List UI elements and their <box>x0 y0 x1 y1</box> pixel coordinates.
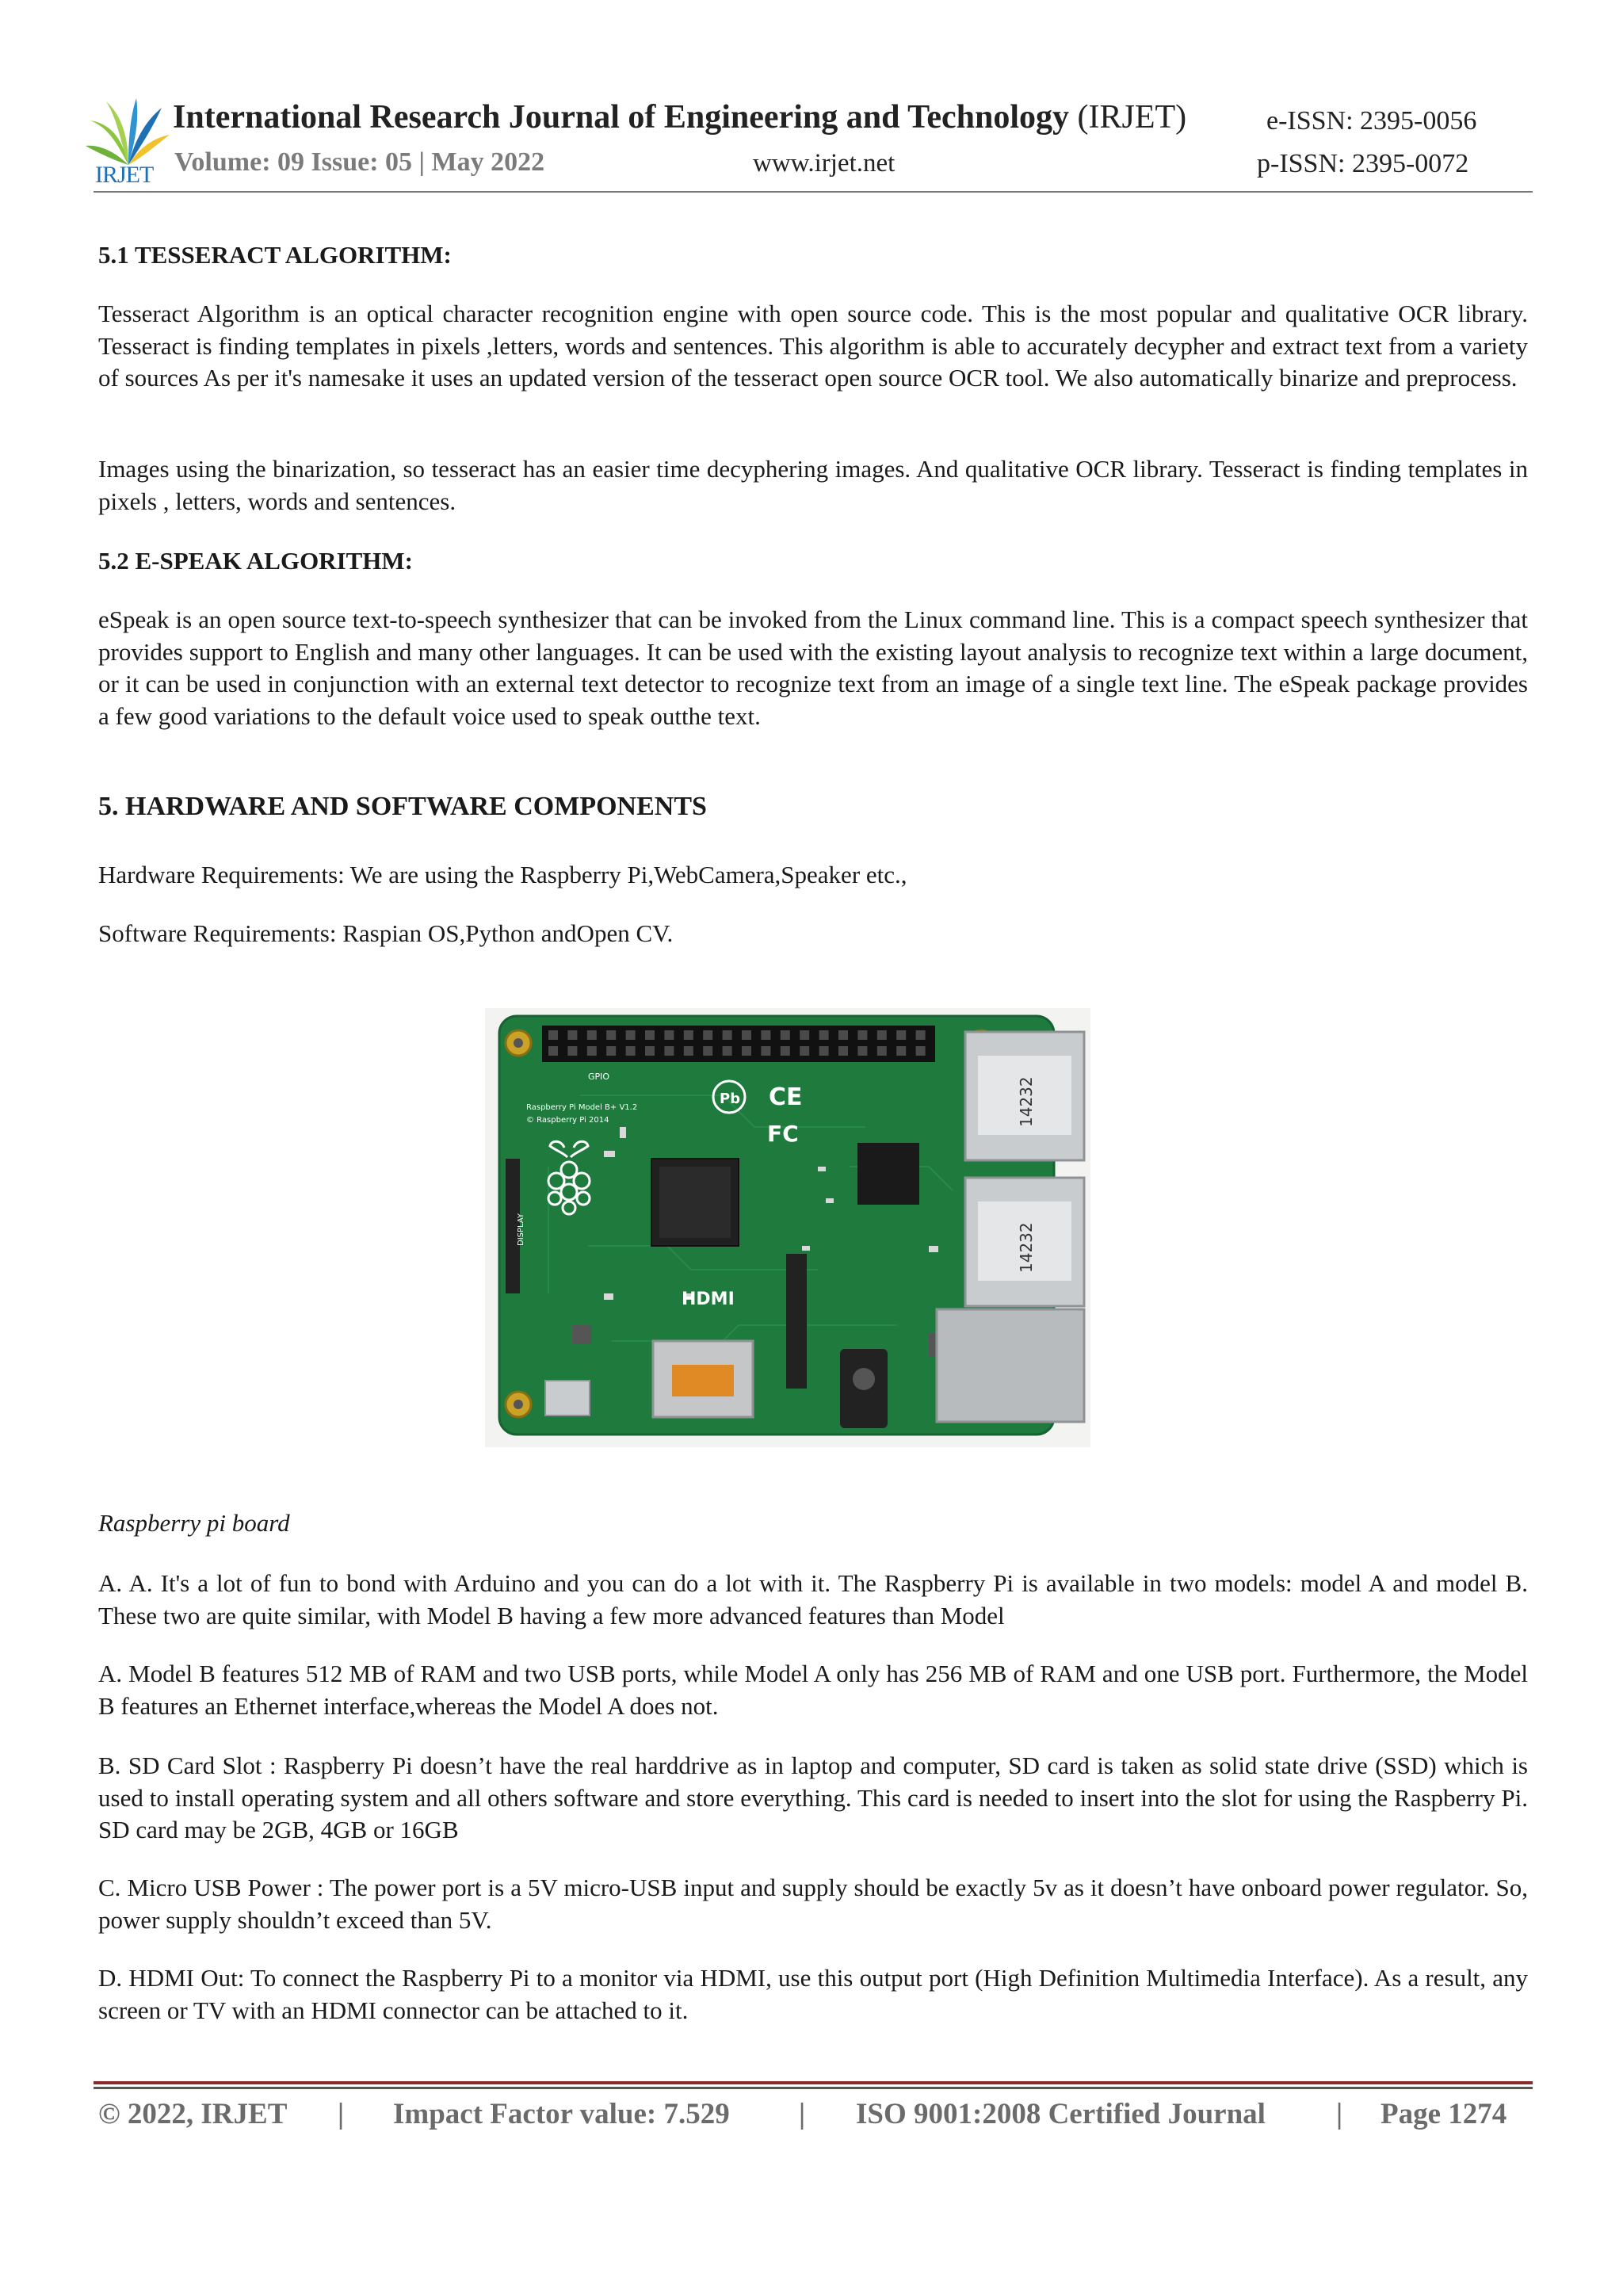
gpio-pin <box>626 1046 636 1056</box>
gpio-pin <box>664 1030 674 1040</box>
pb-marking: Pb <box>720 1091 741 1107</box>
footer-impact-factor: Impact Factor value: 7.529 <box>393 2098 730 2130</box>
gpio-pin <box>684 1030 693 1040</box>
tesseract-heading: 5.1 TESSERACT ALGORITHM: <box>98 241 452 269</box>
gpio-pin <box>587 1030 597 1040</box>
gpio-pin <box>761 1046 770 1056</box>
gpio-pin <box>587 1046 597 1056</box>
item-b-paragraph: B. SD Card Slot : Raspberry Pi doesn’t have the real harddrive as in laptop and computer, SD card is taken as solid state drive (SSD) which is used to install operating system and all others software and store everything. This card is needed to insert into the slot for using the Raspberry Pi. SD card may be 2GB, 4GB or 16GB <box>98 1752 1528 1843</box>
journal-name: International Research Journal of Engineering and Technology <box>173 99 1070 136</box>
software-requirements: Software Requirements: Raspian OS,Python andOpen CV. <box>98 919 674 947</box>
footer-separator: | <box>1336 2098 1343 2130</box>
footer-iso: ISO 9001:2008 Certified Journal <box>856 2098 1266 2130</box>
hdmi-label: HDMI <box>682 1289 735 1309</box>
gpio-pin <box>626 1030 636 1040</box>
tesseract-paragraph-2: Images using the binarization, so tesseract has an easier time decyphering images. And qualitative OCR library. Tesseract is finding templates in pixels , letters, words and sentences. <box>98 455 1528 515</box>
gpio-pin <box>703 1046 712 1056</box>
gpio-pin <box>548 1046 558 1056</box>
gpio-pin <box>838 1046 848 1056</box>
display-label: DISPLAY <box>517 1213 525 1246</box>
gpio-pin <box>684 1046 693 1056</box>
page-footer <box>98 2097 1533 2137</box>
usb-code-1: 14232 <box>1017 1076 1036 1127</box>
gpio-label: GPIO <box>588 1072 610 1082</box>
journal-website: www.irjet.net <box>753 149 896 178</box>
gpio-pin <box>857 1046 867 1056</box>
gpio-pin <box>838 1030 848 1040</box>
header-divider <box>94 191 1533 193</box>
camera-connector <box>786 1254 807 1389</box>
volume-issue: Volume: 09 Issue: 05 | May 2022 <box>174 147 545 177</box>
gpio-pin <box>877 1046 887 1056</box>
gpio-pin <box>664 1046 674 1056</box>
ce-marking: CE <box>769 1083 803 1111</box>
gpio-pin <box>761 1030 770 1040</box>
espeak-heading: 5.2 E-SPEAK ALGORITHM: <box>98 547 414 575</box>
fc-marking: FC <box>767 1121 799 1147</box>
logo-text: IRJET <box>95 162 154 188</box>
gpio-pin <box>645 1030 655 1040</box>
gpio-pin <box>800 1030 809 1040</box>
hardware-requirements: Hardware Requirements: We are using the Raspberry Pi,WebCamera,Speaker etc., <box>98 861 907 888</box>
gpio-pin <box>896 1046 906 1056</box>
gpio-pin <box>916 1046 926 1056</box>
page-header <box>0 0 1623 198</box>
item-d-paragraph: D. HDMI Out: To connect the Raspberry Pi to a monitor via HDMI, use this output port (High Definition Multimedia Interface). As a result, any screen or TV with an HDMI connector can be attached to it. <box>98 1964 1528 2024</box>
footer-page-number: Page 1274 <box>1381 2098 1507 2130</box>
footer-copyright: © 2022, IRJET <box>98 2098 288 2130</box>
gpio-pin <box>781 1030 790 1040</box>
raspberry-pi-board-illustration <box>485 1008 1090 1447</box>
footer-separator: | <box>799 2098 806 2130</box>
board-copyright-label: © Raspberry Pi 2014 <box>526 1116 609 1125</box>
gpio-pin <box>916 1030 926 1040</box>
ethernet-port <box>937 1309 1084 1422</box>
gpio-pin <box>606 1046 616 1056</box>
irjet-logo <box>86 97 171 192</box>
espeak-paragraph: eSpeak is an open source text-to-speech synthesizer that can be invoked from the Linux command line. This is a compact speech synthesizer that provides support to English and many other languages. It can be used with the existing layout analysis to recognize text within a large document, or it can be used in conjunction with an external text detector to recognize text from an image of a single text line. The eSpeak package provides a few good variations to the default voice used to speak outthe text. <box>98 606 1528 730</box>
usb-code-2: 14232 <box>1017 1222 1036 1273</box>
gpio-pin <box>548 1030 558 1040</box>
gpio-pin <box>781 1046 790 1056</box>
gpio-pin <box>723 1046 732 1056</box>
gpio-pin <box>819 1030 829 1040</box>
figure-caption: Raspberry pi board <box>98 1509 290 1537</box>
gpio-pin <box>742 1046 751 1056</box>
gpio-pin <box>567 1030 577 1040</box>
gpio-pin <box>567 1046 577 1056</box>
tesseract-paragraph-1: Tesseract Algorithm is an optical character recognition engine with open source code. This is the most popular and qualitative OCR library. Tesseract is finding templates in pixels ,letters, words and sentences. This algorithm is able to accurately decypher and extract text from a variety of sources As per it's namesake it uses an updated version of the tesseract open source OCR tool. We also automatically binarize and preprocess. <box>98 300 1528 392</box>
item-c-paragraph: C. Micro USB Power : The power port is a 5V micro-USB input and supply should be exactly 5v as it doesn’t have onboard power regulator. So, power supply shouldn’t exceed than 5V. <box>98 1874 1528 1934</box>
pissn: p-ISSN: 2395-0072 <box>1257 149 1469 178</box>
gpio-pin <box>800 1046 809 1056</box>
gpio-pin <box>896 1030 906 1040</box>
journal-abbr: (IRJET) <box>1077 99 1187 136</box>
gpio-pin <box>723 1030 732 1040</box>
model-label: Raspberry Pi Model B+ V1.2 <box>526 1103 638 1112</box>
gpio-pin <box>703 1030 712 1040</box>
gpio-pin <box>819 1046 829 1056</box>
hardware-software-heading: 5. HARDWARE AND SOFTWARE COMPONENTS <box>98 792 707 821</box>
raspberry-intro-paragraph: A. A. It's a lot of fun to bond with Arduino and you can do a lot with it. The Raspberry Pi is available in two models: model A and model B. These two are quite similar, with Model B having a few more advanced features than Model <box>98 1569 1528 1629</box>
irjet-logo-leaves-icon <box>86 97 171 168</box>
footer-divider-bottom <box>94 2087 1533 2089</box>
journal-title <box>173 98 1186 136</box>
gpio-pin <box>645 1046 655 1056</box>
gpio-pin <box>606 1030 616 1040</box>
micro-usb-port <box>545 1381 590 1415</box>
gpio-pin <box>742 1030 751 1040</box>
footer-separator: | <box>338 2098 345 2130</box>
raspberry-pi-board-image <box>485 1008 1090 1447</box>
item-a-paragraph: A. Model B features 512 MB of RAM and two USB ports, while Model A only has 256 MB of RAM and one USB port. Furthermore, the Model B features an Ethernet interface,whereas the Model A does not. <box>98 1660 1528 1720</box>
footer-divider-top <box>94 2081 1533 2084</box>
eissn: e-ISSN: 2395-0056 <box>1266 106 1477 136</box>
gpio-pin <box>877 1030 887 1040</box>
gpio-pin <box>857 1030 867 1040</box>
